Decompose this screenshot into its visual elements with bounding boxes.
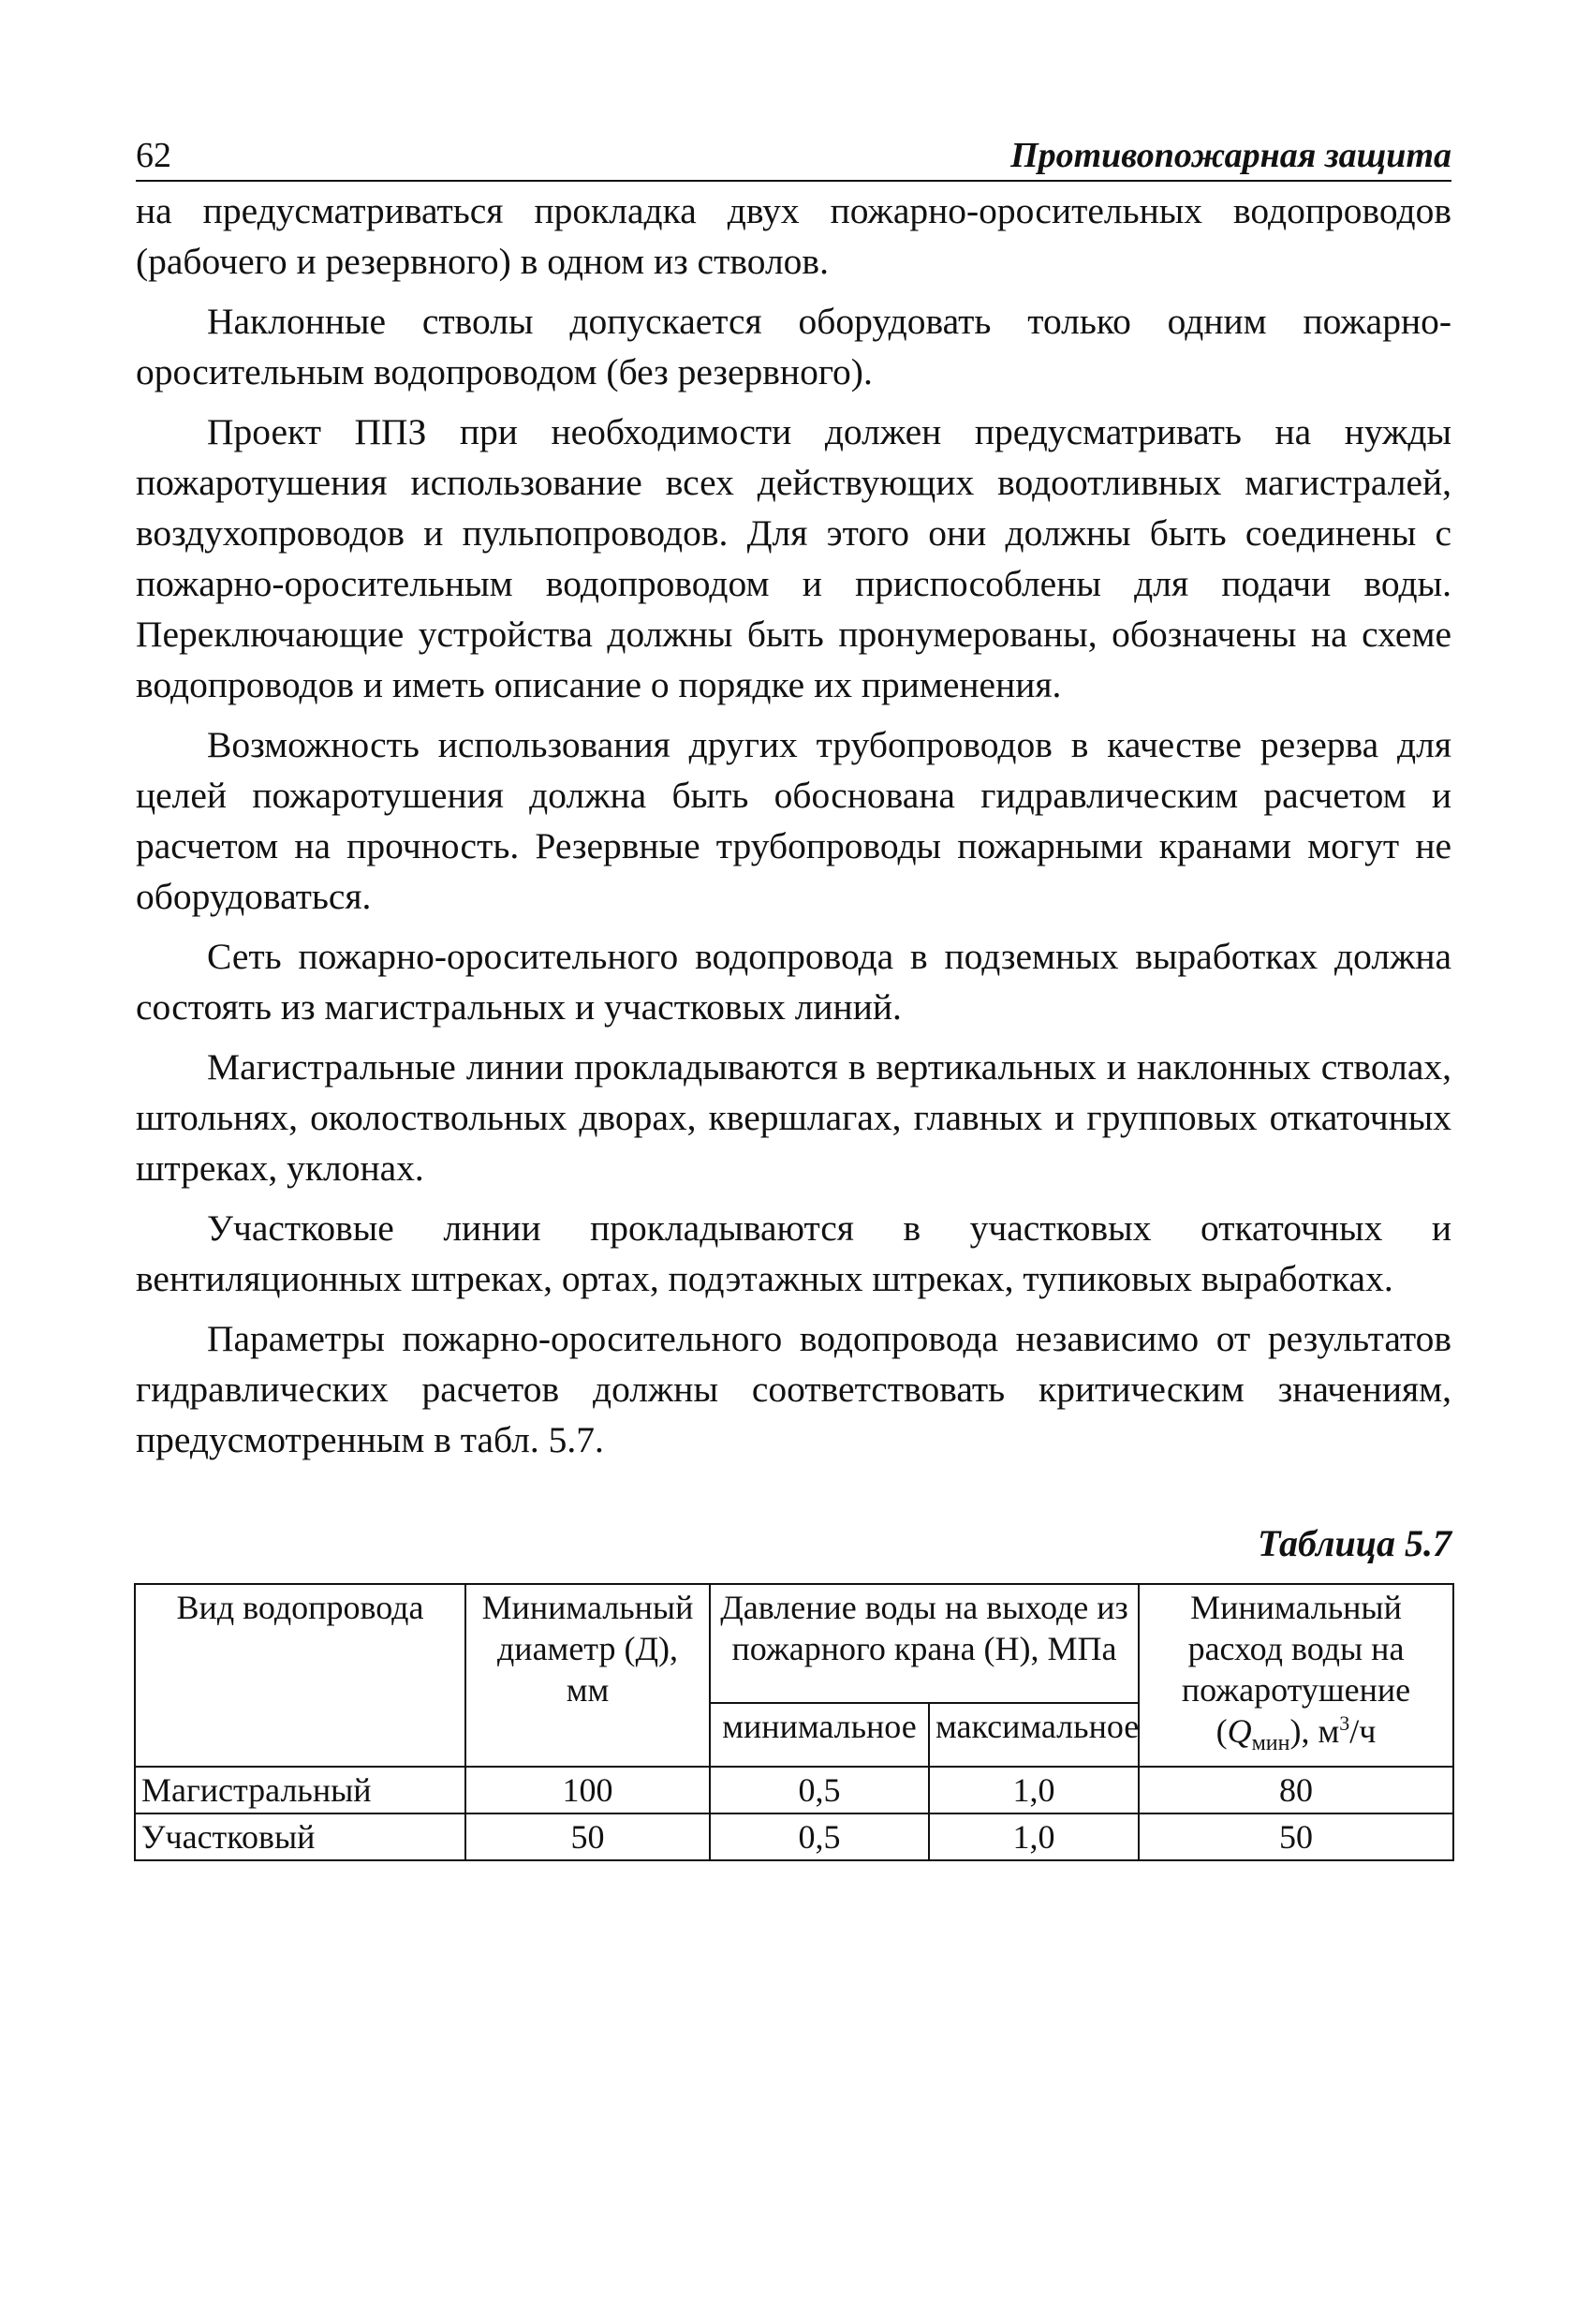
header-pressure-max-label: максимальное	[935, 1708, 1140, 1746]
header-flow-superscript: 3	[1339, 1711, 1350, 1735]
header-diameter	[465, 1584, 710, 1767]
header-flow-symbol: Q	[1227, 1712, 1252, 1750]
paragraph: Участковые линии прокладываются в участковых откаточных и вентиляционных штреках, ортах, подэтажных штреках, тупиковых выработках.	[136, 1207, 1451, 1299]
body-text	[136, 185, 1451, 1474]
paragraph: Возможность использования других трубопроводов в качестве резерва для целей пожаротушения должна быть обоснована гидравлическим расчетом и расчетом на прочность. Резервные трубопроводы пожарными кранами могут не оборудоваться.	[136, 724, 1451, 917]
header-flow-unit-suffix: /ч	[1349, 1712, 1377, 1750]
paragraph: Магистральные линии прокладываются в вертикальных и наклонных стволах, штольнях, околоствольных дворах, квершлагах, главных и групповых откаточных штреках, уклонах.	[136, 1046, 1451, 1189]
header-flow-subscript: мин	[1251, 1731, 1290, 1756]
table-row	[135, 1767, 1453, 1813]
header-pressure-min	[710, 1703, 929, 1767]
cell-flow: 80	[1139, 1767, 1453, 1813]
cell-diameter: 100	[465, 1767, 710, 1813]
header-pressure	[710, 1584, 1139, 1703]
header-diameter-label: Минимальный диаметр (Д), мм	[481, 1589, 694, 1709]
page-header	[136, 131, 1451, 182]
paragraph: Параметры пожарно-оросительного водопровода независимо от результатов гидравлических расчетов должны соответствовать критическим значениям, предусмотренным в табл. 5.7.	[136, 1318, 1451, 1460]
table-row	[135, 1813, 1453, 1860]
cell-flow: 50	[1139, 1813, 1453, 1860]
running-title: Противопожарная защита	[1010, 136, 1451, 175]
parameters-table	[134, 1583, 1454, 1861]
paragraph: на предусматриваться прокладка двух пожарно-оросительных водопроводов (рабочего и резервного) в одном из стволов.	[136, 190, 1451, 282]
header-pressure-label: Давление воды на выходе из пожарного крана (Н), МПа	[720, 1589, 1128, 1667]
header-flow	[1139, 1584, 1453, 1767]
header-flow-unit: ), м	[1289, 1712, 1340, 1750]
header-type-label: Вид водопровода	[176, 1589, 424, 1626]
header-flow-text: Минимальный расход воды на пожаротушение (	[1181, 1589, 1411, 1750]
table-header-row	[135, 1584, 1453, 1703]
cell-diameter: 50	[465, 1813, 710, 1860]
cell-pressure-min: 0,5	[710, 1813, 929, 1860]
paragraph: Сеть пожарно-оросительного водопровода в подземных выработках должна состоять из магистральных и участковых линий.	[136, 936, 1451, 1028]
cell-type: Магистральный	[135, 1767, 465, 1813]
header-pressure-min-label: минимальное	[722, 1708, 917, 1746]
cell-pressure-max: 1,0	[929, 1767, 1139, 1813]
paragraph: Наклонные стволы допускается оборудовать только одним пожарно-оросительным водопроводом (без резервного).	[136, 301, 1451, 392]
cell-pressure-max: 1,0	[929, 1813, 1139, 1860]
paragraph: Проект ППЗ при необходимости должен предусматривать на нужды пожаротушения использование всех действующих водоотливных магистралей, воздухопроводов и пульпопроводов. Для этого они должны быть соединены с пожарно-оросительным водопроводом и приспособлены для подачи воды. Переключающие устройства должны быть пронумерованы, обозначены на схеме водопроводов и иметь описание о порядке их применения.	[136, 411, 1451, 705]
header-type	[135, 1584, 465, 1767]
cell-type: Участковый	[135, 1813, 465, 1860]
page-number: 62	[136, 136, 171, 175]
cell-pressure-min: 0,5	[710, 1767, 929, 1813]
table-caption: Таблица 5.7	[1258, 1522, 1451, 1564]
header-pressure-max	[929, 1703, 1139, 1767]
